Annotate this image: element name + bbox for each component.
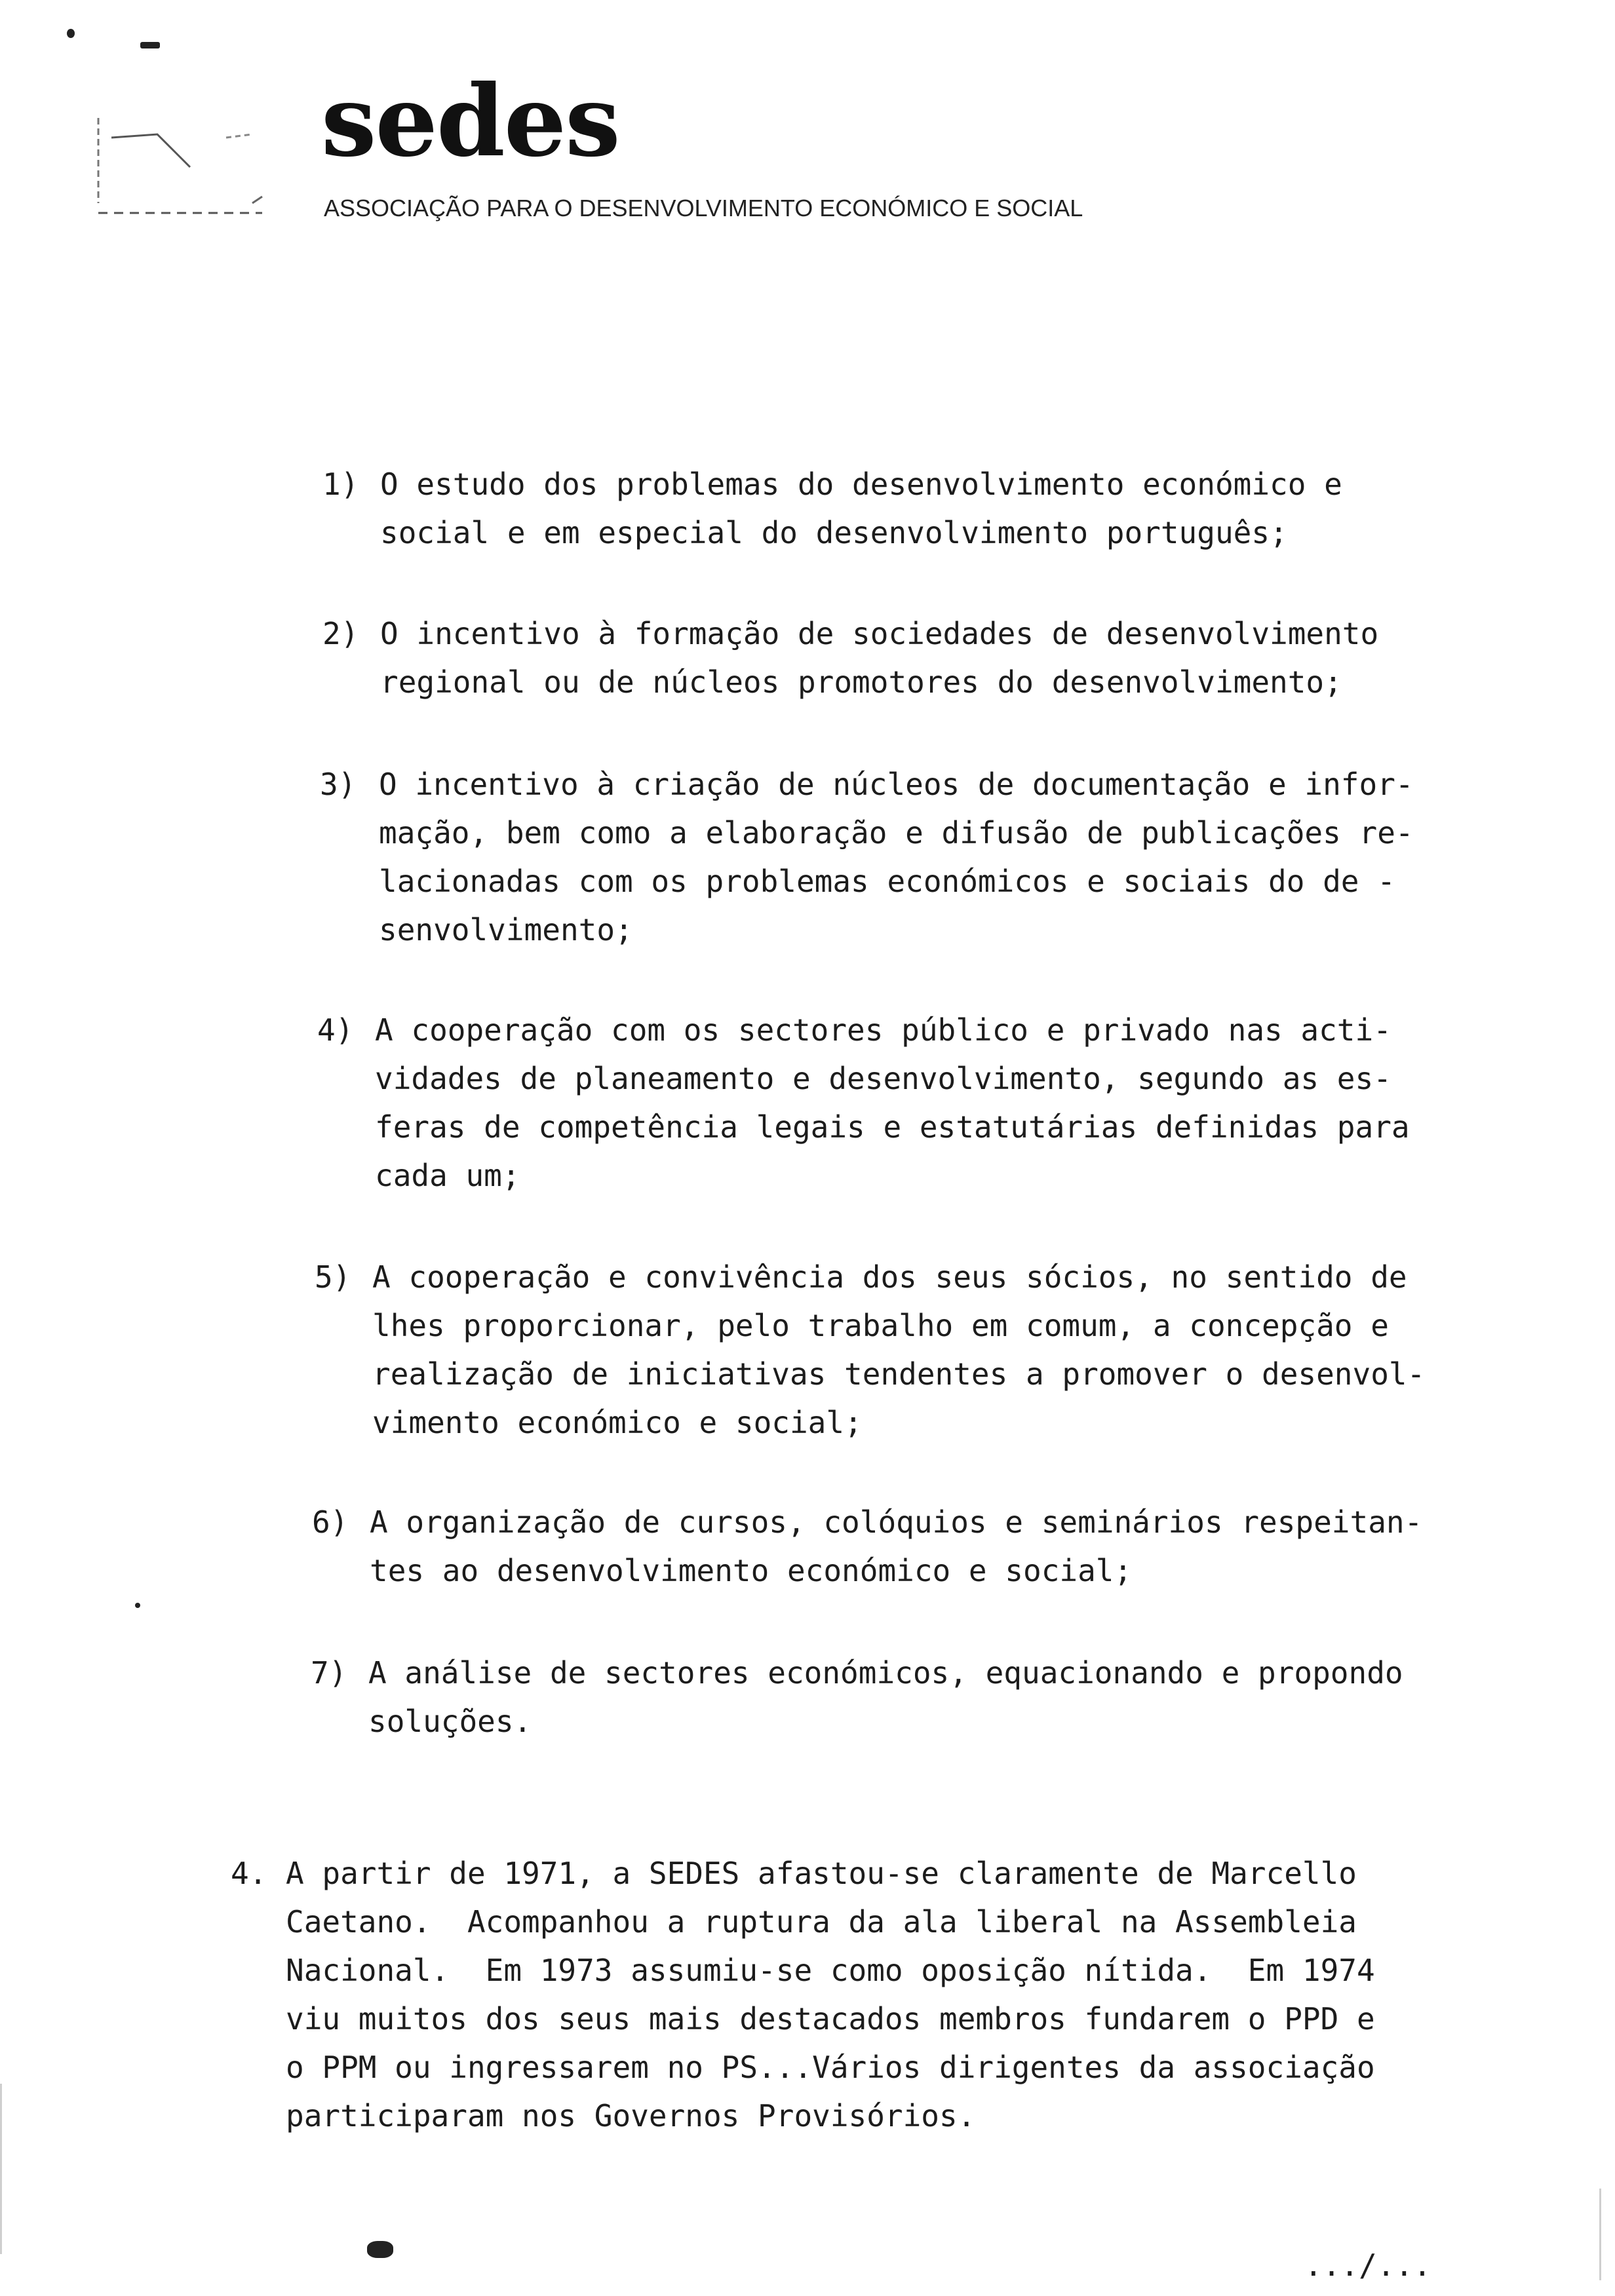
scan-speck xyxy=(67,29,75,38)
item-number: 3) xyxy=(320,767,357,802)
scan-edge-line xyxy=(0,2084,2,2254)
logo-icon xyxy=(92,105,269,236)
item-line: soluções. xyxy=(368,1704,532,1739)
item-number: 1) xyxy=(322,467,359,502)
paragraph-number: 4. xyxy=(231,1856,267,1891)
scan-speck xyxy=(367,2241,393,2258)
item-line: lacionadas com os problemas económicos e sociais do de - xyxy=(379,864,1395,899)
item-line: social e em especial do desenvolvimento português; xyxy=(380,515,1288,550)
paragraph-line: A partir de 1971, a SEDES afastou-se claramente de Marcello xyxy=(286,1856,1357,1891)
item-line: senvolvimento; xyxy=(379,912,633,947)
item-line: O incentivo à criação de núcleos de documentação e infor- xyxy=(379,767,1414,802)
paragraph-line: Nacional. Em 1973 assumiu-se como oposição nítida. Em 1974 xyxy=(286,1953,1375,1988)
item-number: 4) xyxy=(317,1012,354,1048)
item-line: mação, bem como a elaboração e difusão de publicações re- xyxy=(379,815,1414,851)
item-line: A cooperação e convivência dos seus sócios, no sentido de xyxy=(372,1259,1407,1295)
item-number: 6) xyxy=(312,1504,349,1540)
item-line: O estudo dos problemas do desenvolvimento económico e xyxy=(380,467,1342,502)
scan-edge-line xyxy=(1599,2189,1601,2280)
item-line: cada um; xyxy=(375,1158,520,1193)
paragraph-line: participaram nos Governos Provisórios. xyxy=(286,2098,976,2133)
item-line: feras de competência legais e estatutárias definidas para xyxy=(375,1109,1410,1145)
scan-speck xyxy=(135,1603,140,1608)
paragraph-line: o PPM ou ingressarem no PS...Vários dirigentes da associação xyxy=(286,2050,1375,2085)
item-line: vimento económico e social; xyxy=(372,1405,863,1440)
item-line: lhes proporcionar, pelo trabalho em comum, a concepção e xyxy=(372,1308,1389,1343)
item-line: A análise de sectores económicos, equacionando e propondo xyxy=(368,1655,1403,1691)
item-number: 5) xyxy=(315,1259,351,1295)
item-line: A cooperação com os sectores público e privado nas acti- xyxy=(375,1012,1391,1048)
page-continuation-mark: .../... xyxy=(1304,2248,1431,2283)
item-line: A organização de cursos, colóquios e seminários respeitan- xyxy=(370,1504,1423,1540)
item-line: O incentivo à formação de sociedades de desenvolvimento xyxy=(380,616,1379,651)
paragraph-line: Caetano. Acompanhou a ruptura da ala liberal na Assembleia xyxy=(286,1904,1357,1940)
scan-speck xyxy=(140,42,160,48)
item-number: 2) xyxy=(322,616,359,651)
item-line: tes ao desenvolvimento económico e social; xyxy=(370,1553,1133,1588)
organization-tagline: ASSOCIAÇÃO PARA O DESENVOLVIMENTO ECONÓMICO E SOCIAL xyxy=(324,195,1083,221)
item-line: realização de iniciativas tendentes a promover o desenvol- xyxy=(372,1356,1426,1392)
organization-logo-text: sedes xyxy=(321,64,619,179)
item-number: 7) xyxy=(311,1655,347,1691)
paragraph-line: viu muitos dos seus mais destacados membros fundarem o PPD e xyxy=(286,2001,1375,2037)
item-line: regional ou de núcleos promotores do desenvolvimento; xyxy=(380,664,1342,700)
item-line: vidades de planeamento e desenvolvimento, segundo as es- xyxy=(375,1061,1391,1096)
